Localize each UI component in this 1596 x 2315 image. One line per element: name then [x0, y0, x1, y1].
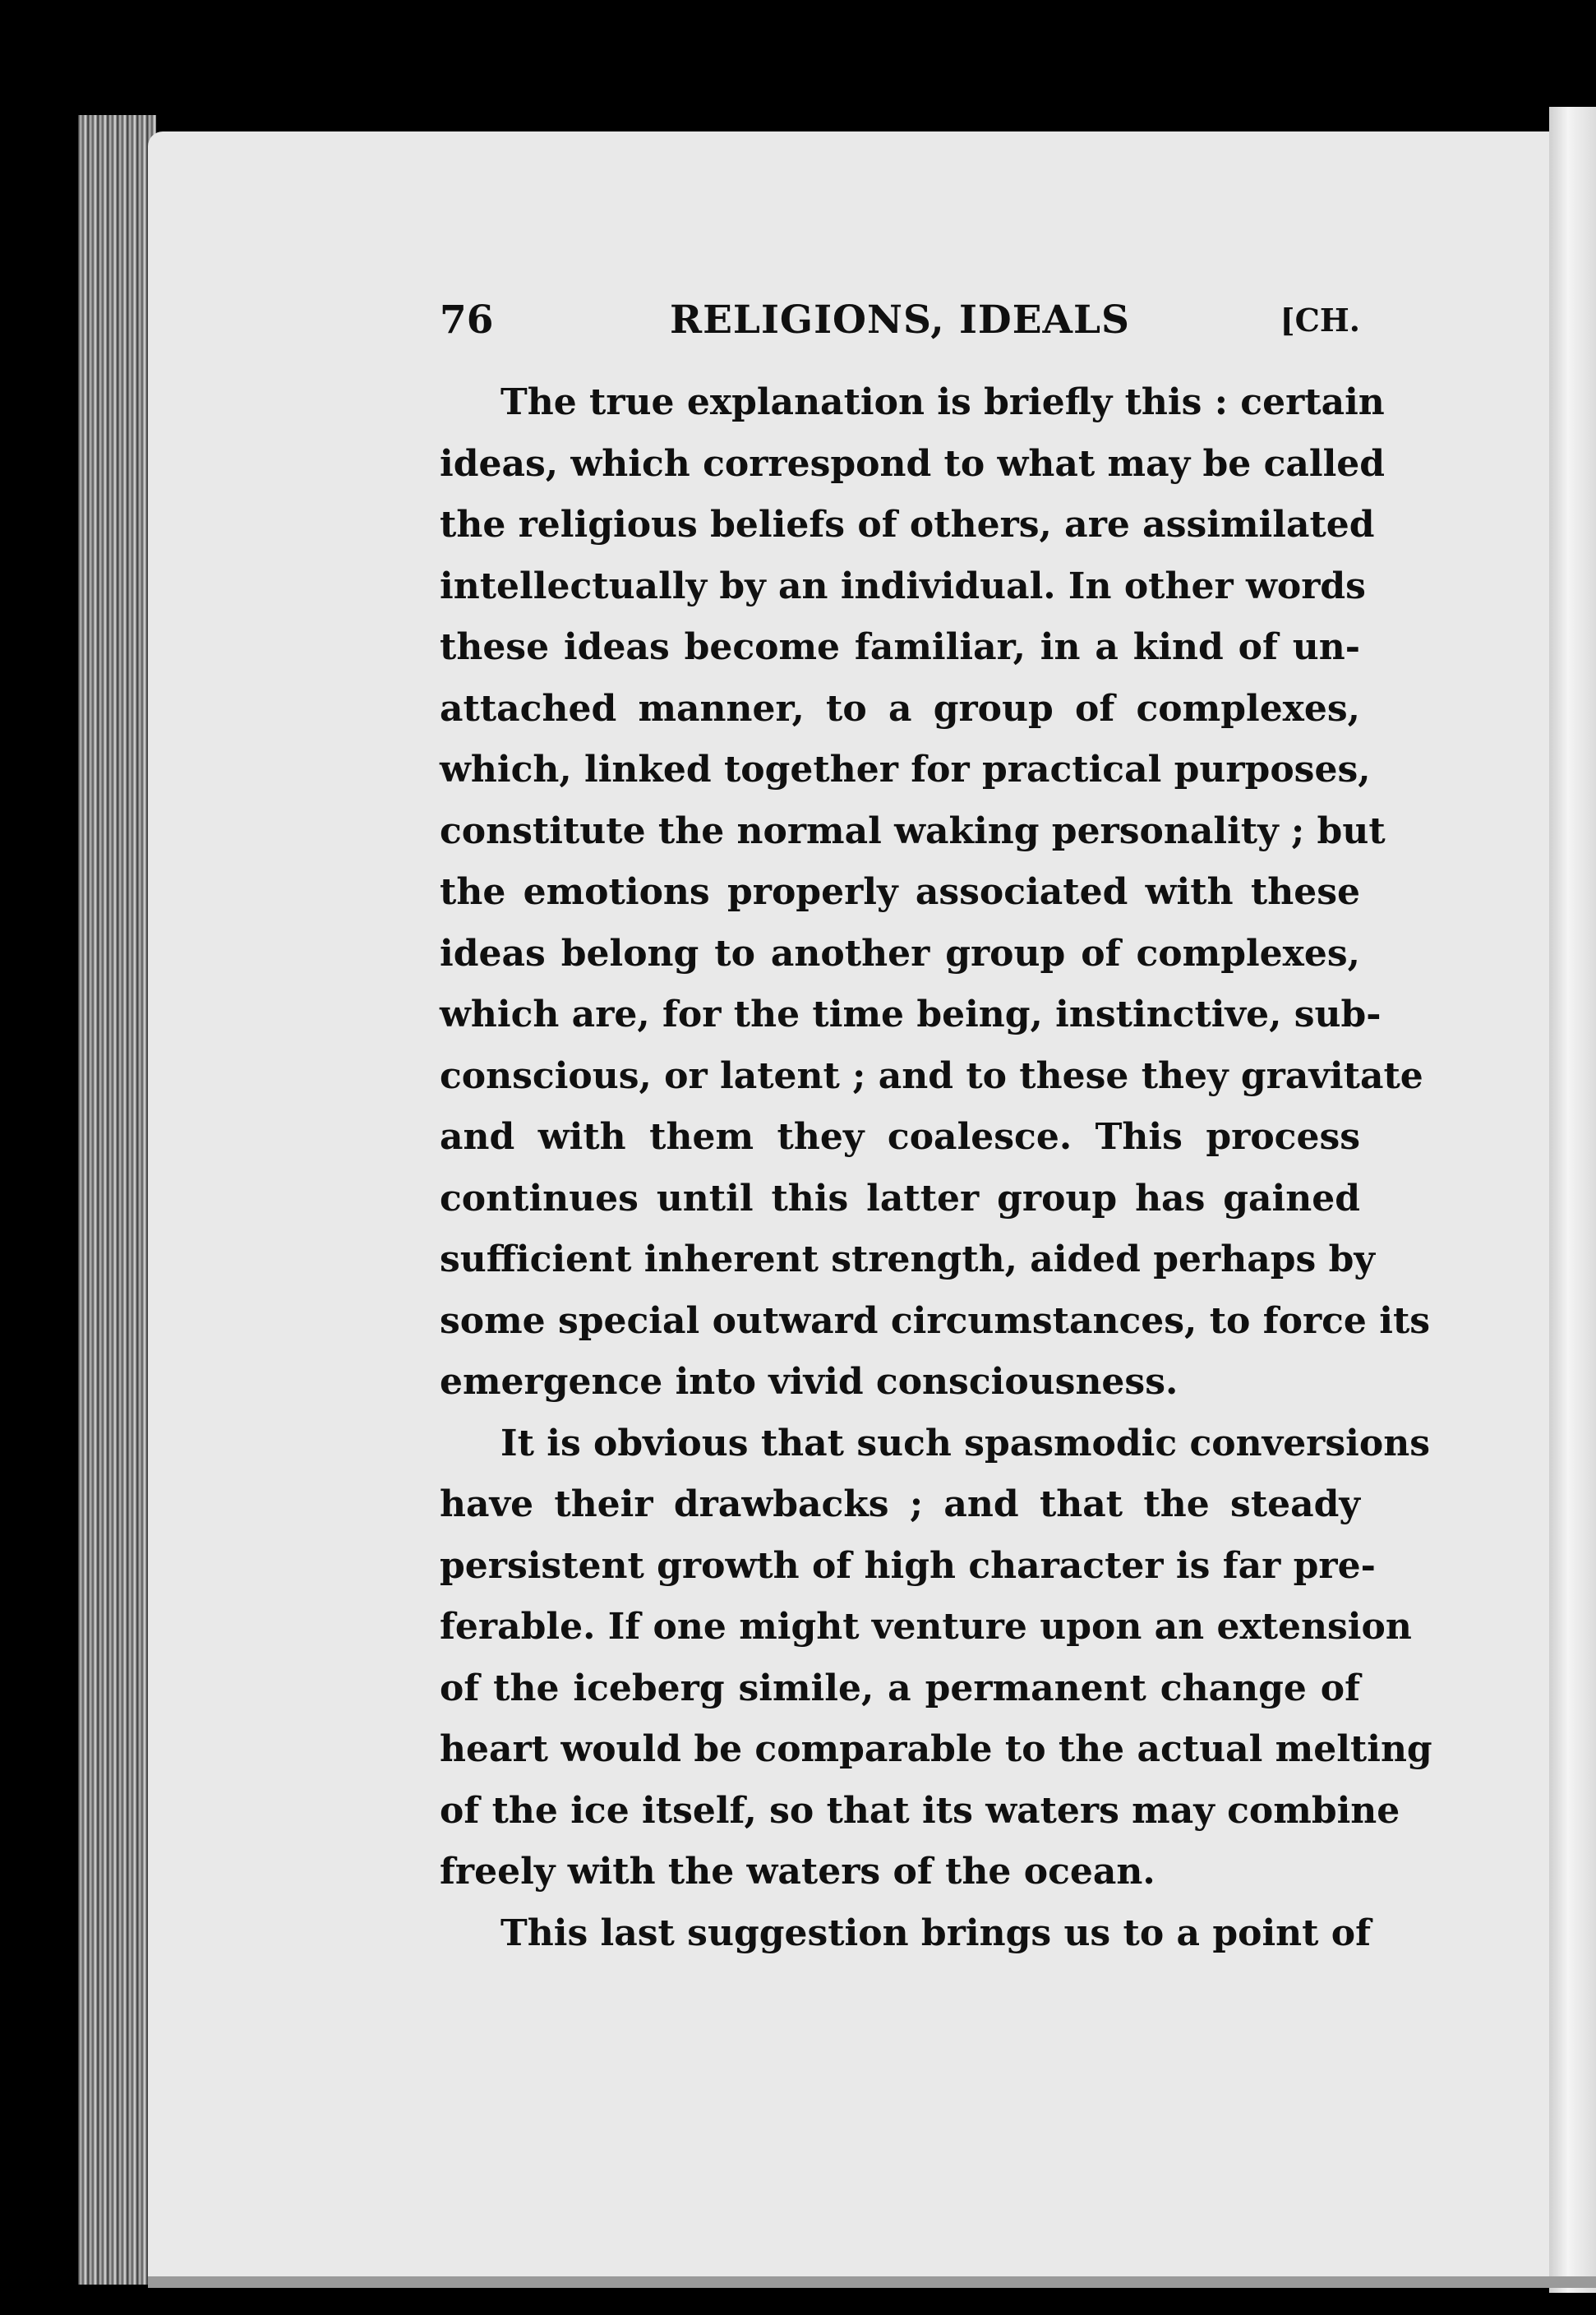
text-line: which, linked together for practical purposes, [440, 749, 1371, 791]
text-line: emergence into vivid consciousness. [440, 1361, 1179, 1403]
text-block [440, 292, 1432, 1964]
paragraph [440, 372, 1431, 1413]
text-line: have their drawbacks ; and that the steady [440, 1483, 1360, 1525]
text-line: ideas, which correspond to what may be called [440, 442, 1386, 485]
text-line: these ideas become familiar, in a kind of un- [440, 626, 1360, 668]
body-text [440, 372, 1432, 1964]
text-line: constitute the normal waking personality ; but [440, 809, 1386, 852]
text-line: the religious beliefs of others, are assimilated [440, 504, 1375, 546]
text-line: and with them they coalesce. This process [440, 1116, 1360, 1158]
text-line: The true explanation is briefly this : certain [500, 381, 1385, 423]
page-number: 76 [440, 297, 494, 343]
facing-page-edge [1549, 107, 1596, 2293]
book-page-edges [78, 115, 156, 2285]
text-line: continues until this latter group has gained [440, 1177, 1360, 1220]
text-line: ferable. If one might venture upon an extension [440, 1606, 1412, 1648]
text-line: of the ice itself, so that its waters may combine [440, 1789, 1400, 1832]
text-line: conscious, or latent ; and to these they gravitate [440, 1054, 1423, 1097]
running-head [440, 292, 1360, 349]
paragraph [440, 1413, 1432, 1903]
text-line: persistent growth of high character is far pre- [440, 1544, 1376, 1587]
text-line: some special outward circumstances, to force its [440, 1299, 1431, 1342]
text-line: attached manner, to a group of complexes, [440, 687, 1360, 730]
page-bottom-edge [148, 2276, 1596, 2288]
text-line: the emotions properly associated with these [440, 871, 1360, 913]
text-line: It is obvious that such spasmodic conversions [500, 1422, 1430, 1464]
paragraph [440, 1903, 1372, 1965]
running-title: RELIGIONS, IDEALS [670, 297, 1130, 343]
text-line: of the iceberg simile, a permanent change of [440, 1667, 1360, 1709]
text-line: freely with the waters of the ocean. [440, 1851, 1155, 1893]
chapter-mark: [CH. [1280, 302, 1360, 339]
text-line: ideas belong to another group of complexes, [440, 932, 1360, 975]
text-line: which are, for the time being, instinctive, sub- [440, 994, 1382, 1035]
text-line: This last suggestion brings us to a point of [500, 1911, 1372, 1954]
text-line: heart would be comparable to the actual melting [440, 1728, 1432, 1770]
text-line: intellectually by an individual. In other words [440, 565, 1366, 607]
text-line: sufficient inherent strength, aided perhaps by [440, 1238, 1375, 1280]
